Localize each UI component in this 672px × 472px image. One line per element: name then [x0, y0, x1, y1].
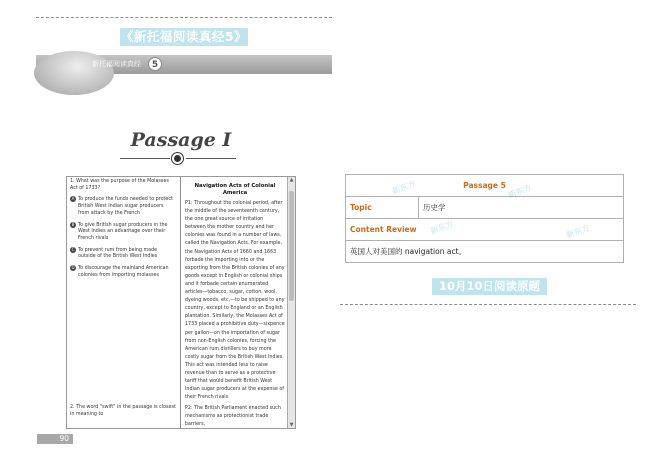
- option-a[interactable]: [70, 196, 176, 217]
- scrollbar[interactable]: [287, 177, 295, 428]
- table-title: Passage 5: [346, 175, 624, 197]
- reading-heading: Navigation Acts of Colonial America: [194, 183, 276, 196]
- question-column: [67, 177, 181, 428]
- scroll-up-icon[interactable]: ▲: [289, 177, 294, 183]
- option-c-text: To prevent rum from being made outside of the British West Indies: [78, 247, 158, 260]
- page-number: 90: [37, 434, 73, 444]
- date-banner: 10月10日阅读原题: [432, 278, 547, 295]
- content-review-text: [346, 241, 624, 263]
- top-dashed-line: [36, 17, 332, 18]
- review-text-en: navigation act。: [404, 247, 467, 256]
- band-badge: 5: [148, 57, 162, 71]
- question-1-stem: 1. What was the purpose of the Molasses Act of 1733?: [70, 179, 169, 191]
- content-review-label: Content Review: [346, 219, 624, 241]
- reading-column: [182, 177, 288, 428]
- option-b[interactable]: [70, 222, 176, 243]
- scroll-thumb[interactable]: [289, 191, 294, 301]
- topic-label: Topic: [346, 197, 419, 219]
- option-c[interactable]: [70, 247, 176, 261]
- option-d[interactable]: [70, 265, 176, 279]
- passage-info-table: [345, 174, 624, 263]
- ornament-line-right: [186, 158, 236, 159]
- watermark: 新东方: [565, 223, 591, 240]
- option-d-text: To discourage the mainland American colonies from importing molasses: [78, 266, 169, 278]
- watermark: 新东方: [507, 183, 533, 200]
- ornament-dot-icon: [172, 153, 183, 164]
- scroll-down-icon[interactable]: ▼: [289, 422, 294, 428]
- book-title-banner: 《新托福阅读真经5》: [120, 29, 248, 44]
- topic-value: 历史学: [419, 197, 624, 219]
- passage-title: Passage I: [130, 129, 232, 151]
- option-a-text: To produce the funds needed to protect British West Indian sugar producers from attack by the French: [78, 197, 173, 216]
- band-decoration: [34, 51, 114, 95]
- ornament-line-left: [120, 158, 170, 159]
- option-a-marker: A: [71, 196, 75, 202]
- chapter-band: [36, 55, 332, 74]
- watermark: 新东方: [391, 179, 417, 196]
- watermark: 新东方: [429, 219, 455, 236]
- option-b-marker: B: [71, 221, 75, 227]
- option-c-marker: C: [71, 246, 75, 252]
- test-screenshot: [66, 176, 296, 429]
- reading-paragraph-1: P1: Throughout the colonial period, after the middle of the seventeenth century, the one great source of irritation between the mother country and her colonies was found in a number of laws, called the Navigation Acts. For example, the Navigation Acts of 1660 and 1663 forbade the importing into or the exporting from the British colonies of any goods except in English or colonial ships and it forbade certain enumerated articles—tobacco, sugar, cotton, wool, dyeing woods, etc.—to be shipped to any country, except to England or an English plantation. Similarly, the Molasses Act of 1733 placed a prohibitive duty—sixpence per gallon—on the importation of sugar from non-English colonies, forcing the American rum distillers to buy more costly sugar from the British West Indies. This act was intended less to raise revenue than to serve as a protective tariff that would benefit British West Indian sugar producers at the expense of their French rivals.: [185, 201, 285, 401]
- band-text: 新托福阅读真经: [92, 60, 141, 68]
- reading-paragraph-2: P2: The British Parliament enacted such mechanisms as protectionist trade barriers,: [185, 406, 281, 428]
- option-b-text: To give British sugar producers in the West Indies an advantage over their French rivals: [78, 222, 168, 241]
- option-d-marker: D: [71, 265, 75, 271]
- question-2-stem: 2. The word "swift" in the passage is closest in meaning to: [70, 405, 176, 417]
- review-text-cn: 英国人对美国的: [350, 247, 403, 256]
- bottom-dashed-line: [340, 304, 636, 305]
